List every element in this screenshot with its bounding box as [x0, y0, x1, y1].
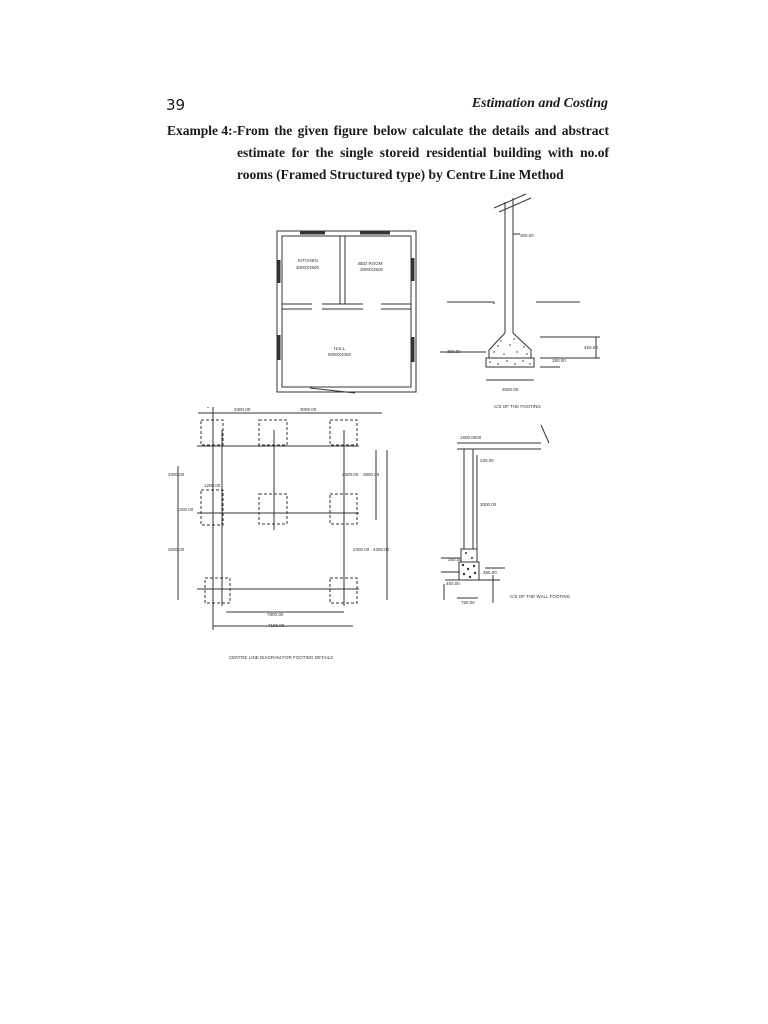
wall-footing-caption: C/S OF THE WALL FOOTING — [510, 594, 571, 599]
cl-dim-10: 7800.00 — [267, 612, 284, 617]
wall-footing-section — [441, 425, 549, 603]
cl-dim-6: 1000.00 — [177, 507, 194, 512]
wall-dim-3: 350.00 — [448, 557, 462, 562]
cl-dim-0: 3300.00 — [234, 407, 251, 412]
col-dim-2: 450.00 — [584, 345, 598, 350]
hall-name: HALL — [334, 346, 346, 351]
col-dim-0: 300.00 — [520, 233, 534, 238]
page-number: 39 — [166, 96, 186, 114]
cl-dim-9: 4300.00 — [373, 547, 390, 552]
cl-dim-7: 2500.00 — [168, 547, 185, 552]
wall-dim-4: 350.00 — [483, 570, 497, 575]
cl-dim-2: 3300.00 — [168, 472, 185, 477]
centre-line-diagram — [178, 407, 387, 630]
bedroom-size: 3000X3500 — [360, 267, 384, 272]
wall-dim-2: 3000.00 — [480, 502, 497, 507]
kitchen-size: 3000X3500 — [296, 265, 320, 270]
example-label: Example 4:- — [167, 123, 238, 138]
cl-dim-1: 3000.00 — [300, 407, 317, 412]
floor-plan — [277, 231, 416, 393]
col-dim-1: 300.00 — [447, 349, 461, 354]
column-footing-caption: C/S OF THE FOOTING — [494, 404, 541, 409]
cl-dim-4: 1200.00 — [204, 483, 221, 488]
col-dim-3: 150.00 — [552, 358, 566, 363]
centre-line-caption: CENTRE LINE DIAGRAM FOR FOOTING DETAILS — [229, 655, 334, 660]
column-footing-section — [440, 194, 600, 380]
running-title: Estimation and Costing — [471, 96, 608, 111]
kitchen-name: KITCHEN — [298, 258, 318, 263]
bedroom-name: BED ROOM — [358, 261, 383, 266]
cl-dim-8: 2300.00 — [353, 547, 370, 552]
example-text: From the given figure below calculate the details and abstract estimate for the single storeid residential building with no.of rooms (Framed Structured type) by Centre Line Method — [237, 123, 609, 182]
hall-size: 6000X4000 — [328, 352, 352, 357]
cl-dim-5: 2300.00 — [342, 472, 359, 477]
cl-dim-11: 7100.00 — [268, 623, 285, 628]
wall-dim-5: 450.00 — [446, 581, 460, 586]
wall-dim-1: 230.00 — [480, 458, 494, 463]
col-dim-4: 2500.00 — [502, 387, 519, 392]
cl-dim-3: 3800.00 — [363, 472, 380, 477]
wall-dim-6: 750.00 — [461, 600, 475, 605]
wall-dim-0: 1600.0000 — [460, 435, 482, 440]
